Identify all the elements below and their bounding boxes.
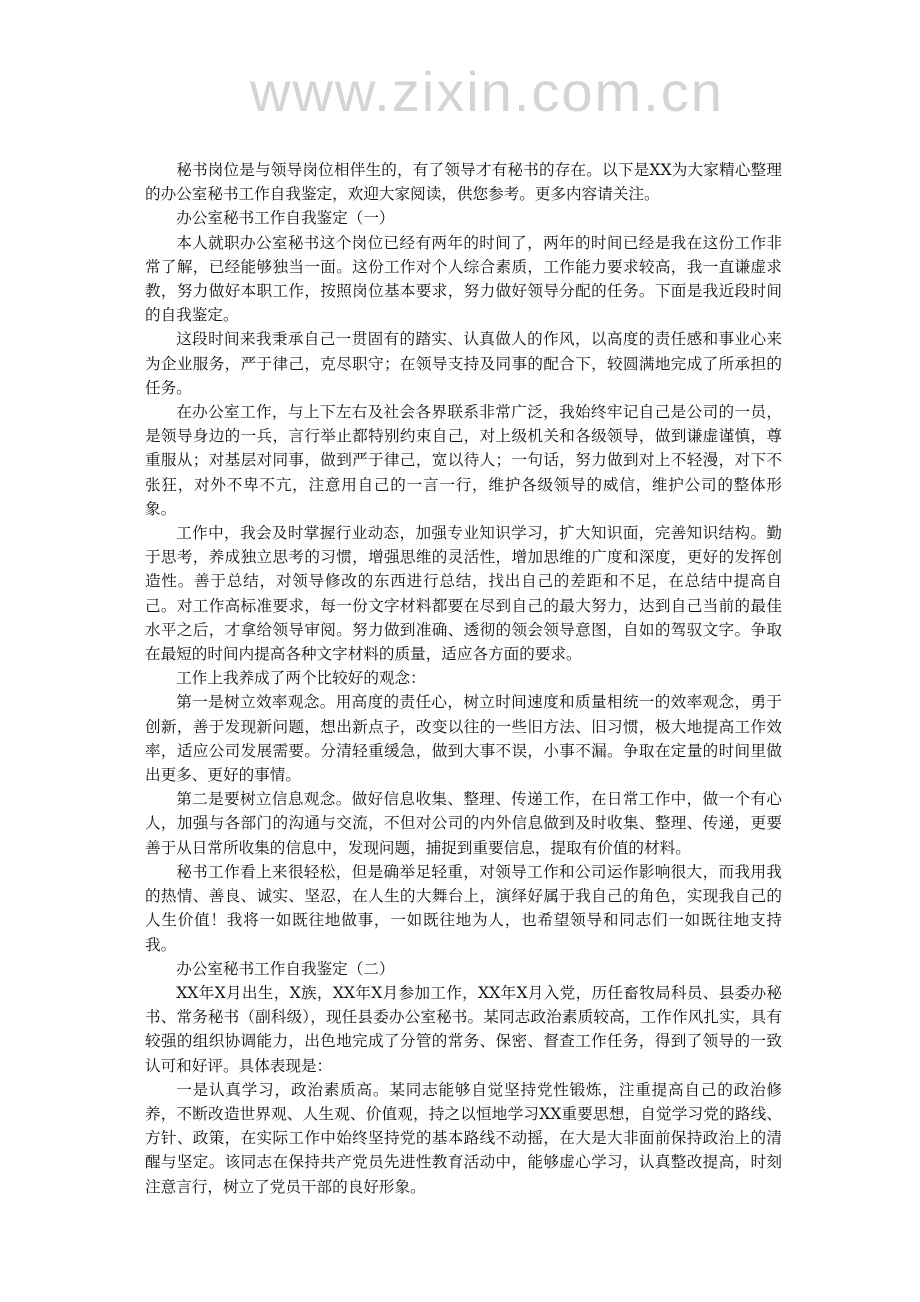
- intro-paragraph: 秘书岗位是与领导岗位相伴生的，有了领导才有秘书的存在。以下是XX为大家精心整理的办公室秘书工作自我鉴定，欢迎大家阅读，供您参考。更多内容请关注。: [145, 161, 782, 204]
- paragraph: 本人就职办公室秘书这个岗位已经有两年的时间了，两年的时间已经是我在这份工作非常了解，已经能够独当一面。这份工作对个人综合素质，工作能力要求较高，我一直谦虚求教，努力做好本职工作，按照岗位基本要求，努力做好领导分配的任务。下面是我近段时间的自我鉴定。: [145, 233, 782, 325]
- paragraph: 在办公室工作，与上下左右及社会各界联系非常广泛，我始终牢记自己是公司的一员，是领导身边的一兵，言行举止都特别约束自己，对上级机关和各级领导，做到谦虚谨慎，尊重服从；对基层对同事，做到严于律己，宽以待人；一句话，努力做到对上不轻漫，对下不张狂，对外不卑不亢，注意用自己的一言一行，维护各级领导的威信，维护公司的整体形象。: [145, 403, 782, 518]
- paragraph: XX年X月出生，X族，XX年X月参加工作，XX年X月入党，历任畜牧局科员、县委办秘书、常务秘书（副科级），现任县委办公室秘书。某同志政治素质较高，工作作风扎实，具有较强的组织协调能力，出色地完成了分管的常务、保密、督查工作任务，得到了领导的一致认可和好评。具体表现是：: [145, 983, 782, 1075]
- paragraph: 工作中，我会及时掌握行业动态，加强专业知识学习，扩大知识面，完善知识结构。勤于思考，养成独立思考的习惯，增强思维的灵活性，增加思维的广度和深度，更好的发挥创造性。善于总结，对领导修改的东西进行总结，找出自己的差距和不足，在总结中提高自己。对工作高标准要求，每一份文字材料都要在尽到自己的最大努力，达到自己当前的最佳水平之后，才拿给领导审阅。努力做到准确、透彻的领会领导意图，自如的驾驭文字。争取在最短的时间内提高各种文字材料的质量，适应各方面的要求。: [145, 524, 782, 664]
- watermark: www.zixin.com.cn: [250, 60, 724, 123]
- paragraph: 第一是树立效率观念。用高度的责任心，树立时间速度和质量相统一的效率观念，勇于创新，善于发现新问题，想出新点子，改变以往的一些旧方法、旧习惯，极大地提高工作效率，适应公司发展需要。分清轻重缓急，做到大事不误，小事不漏。争取在定量的时间里做出更多、更好的事情。: [145, 693, 782, 785]
- section-heading-1: 办公室秘书工作自我鉴定（一）: [176, 209, 395, 228]
- paragraph: 工作上我养成了两个比较好的观念：: [176, 669, 426, 688]
- section-heading-2: 办公室秘书工作自我鉴定（二）: [176, 959, 395, 978]
- paragraph: 一是认真学习，政治素质高。某同志能够自觉坚持党性锻炼，注重提高自己的政治修养，不断改造世界观、人生观、价值观，持之以恒地学习XX重要思想，自觉学习党的路线、方针、政策，在实际工作中始终坚持党的基本路线不动摇，在大是大非面前保持政治上的清醒与坚定。该同志在保持共产党员先进性教育活动中，能够虚心学习，认真整改提高，时刻注意言行，树立了党员干部的良好形象。: [145, 1080, 782, 1196]
- paragraph: 秘书工作看上来很轻松，但是确举足轻重，对领导工作和公司运作影响很大，而我用我的热情、善良、诚实、坚忍，在人生的大舞台上，演绎好属于我自己的角色，实现我自己的人生价值！我将一如既往地做事，一如既往地为人，也希望领导和同志们一如既往地支持我。: [145, 862, 782, 954]
- document-body: [145, 158, 782, 1199]
- paragraph: 第二是要树立信息观念。做好信息收集、整理、传递工作，在日常工作中，做一个有心人，加强与各部门的沟通与交流，不但对公司的内外信息做到及时收集、整理、传递，更要善于从日常所收集的信息中，发现问题，捕捉到重要信息，提取有价值的材料。: [145, 790, 782, 857]
- paragraph: 这段时间来我秉承自己一贯固有的踏实、认真做人的作风，以高度的责任感和事业心来为企业服务，严于律己，克尽职守；在领导支持及同事的配合下，较圆满地完成了所承担的任务。: [145, 330, 782, 397]
